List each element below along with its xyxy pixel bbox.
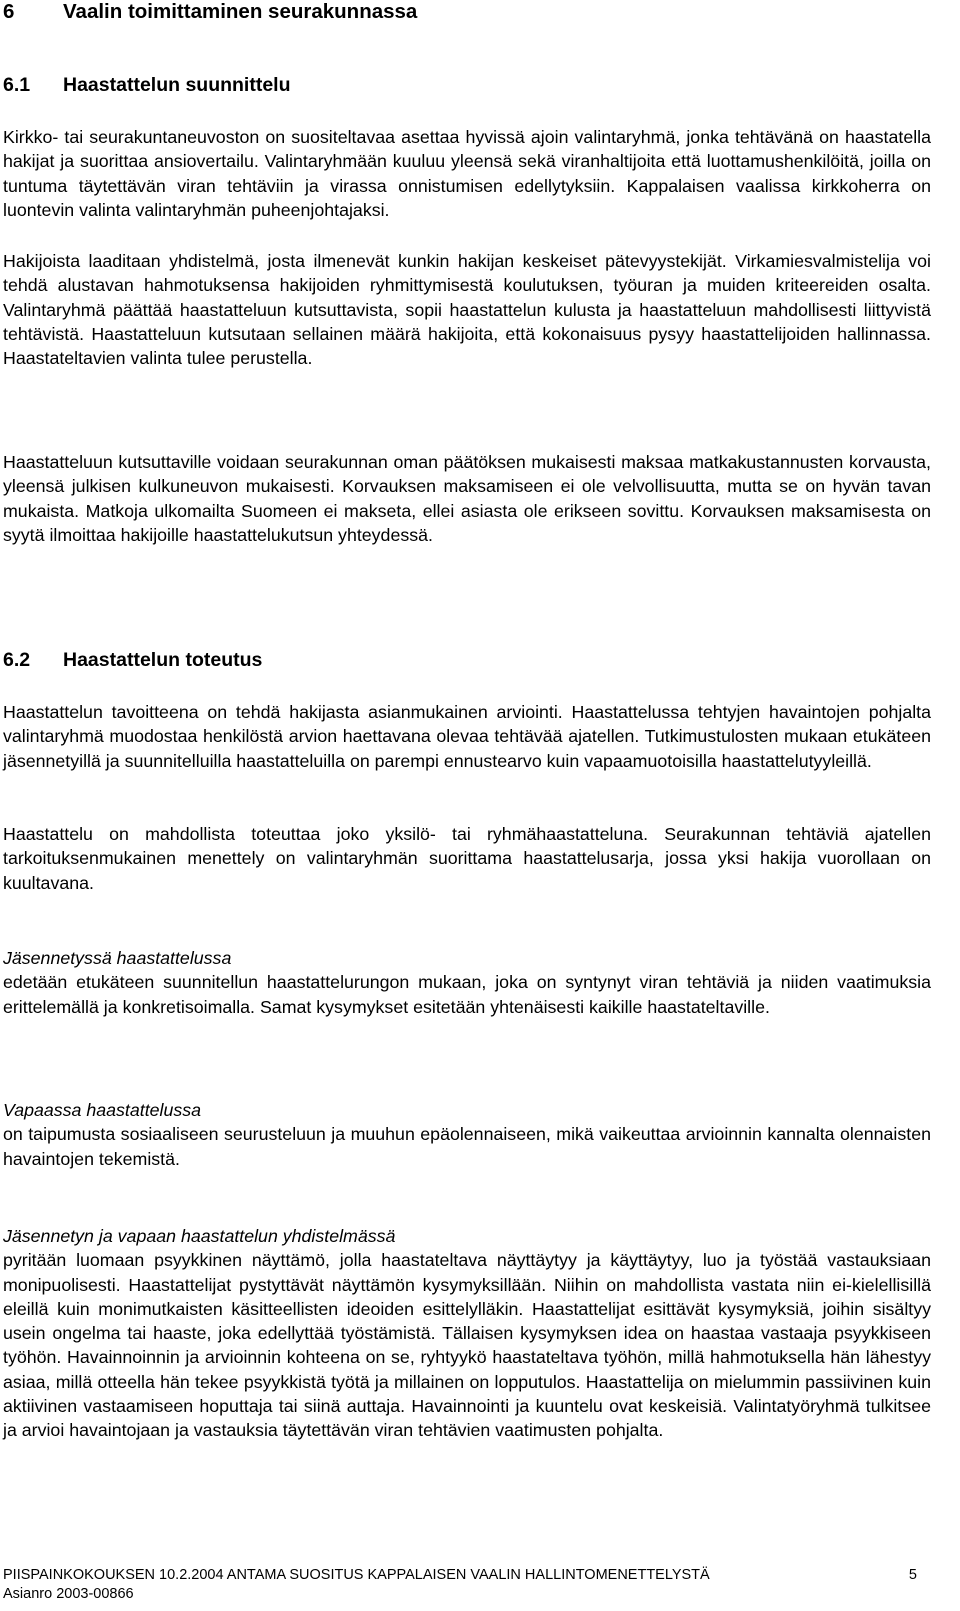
heading-number: 6.2 — [3, 649, 31, 671]
paragraph-interview-goal: Haastattelun tavoitteena on tehdä hakijasta asianmukainen arviointi. Haastattelussa tehtyjen havaintojen pohjalta valintaryhmä muodostaa henkilöstä arvion haettavana olevaa tehtävää ajatellen. Tutkimustulosten mukaan etukäteen jäsennetyillä ja suunnitelluilla haastatteluilla on parempi ennustearvo kuin vapaamuotoisilla haastattelutyyleillä. — [3, 702, 931, 771]
heading-chapter-6 — [3, 0, 417, 24]
free-interview-text: on taipumusta sosiaaliseen seurusteluun ja muuhun epäolennaiseen, mikä vaikeuttaa arvioinnin kannalta olennaisten havaintojen tekemistä. — [3, 1124, 931, 1169]
footer-title-line — [3, 1566, 931, 1584]
combined-interview-text: pyritään luomaan psyykkinen näyttämö, jolla haastateltava näyttäytyy ja käyttäytyy, luo ja työstää vastauksiaan monipuolisesti. Haastattelijat pystyttävät näyttämön kysymyksillään. Niihin on mahdollista vastata niin ei-kielellisillä eleillä kuin monimutkaisten käsitteellisten ideoiden esittelylläkin. Haastattelijat esittävät kysymyksiä, joihin sisältyy usein ongelma tai haaste, joka edellyttää työstämistä. Tällaisen kysymyksen idea on haastaa vastaaja psyykkiseen työhön. Havainnoinnin ja arvioinnin kohteena on se, ryhtyykö haastateltava työhön, millä hahmotuksella hän lähestyy asiaa, millä otteella hän tekee psyykkistä työtä ja millainen on lopputulos. Haastattelija on mielummin passiivinen kuin aktiivinen vastaamiseen hoputtaja tai siinä auttaja. Havainnointi ja kuuntelu ovat keskeisiä. Valintatyöryhmä tulkitsee ja arvioi havaintojaan ja vastauksia täytettävän viran tehtävien vaatimusten pohjalta. — [3, 1250, 931, 1441]
heading-number: 6.1 — [3, 74, 31, 96]
page-number: 5 — [908, 1567, 917, 1583]
footer-title: PIISPAINKOKOUKSEN 10.2.2004 ANTAMA SUOSITUS KAPPALAISEN VAALIN HALLINTOMENETTELYSTÄ — [3, 1567, 710, 1583]
subheading-combined-interview: Jäsennetyn ja vapaan haastattelun yhdistelmässä — [3, 1226, 396, 1246]
paragraph-applicant-summary: Hakijoista laaditaan yhdistelmä, josta ilmenevät kunkin hakijan keskeiset pätevyystekijät. Virkamiesvalmistelija voi tehdä alustavan hahmotuksensa hakijoiden ryhmittymisestä koulutuksen, työuran ja muiden kriteereiden osalta. Valintaryhmä päättää haastatteluun kutsuttavista, sopii haastattelun kulusta ja haastatteluun mahdollisesti liittyvistä tehtävistä. Haastatteluun kutsutaan sellainen määrä hakijoita, että kokonaisuus pysyy haastattelijoiden hallinnassa. Haastateltavien valinta tulee perustella. — [3, 251, 931, 369]
paragraph-interview-format: Haastattelu on mahdollista toteuttaa joko yksilö- tai ryhmähaastatteluna. Seurakunnan tehtäviä ajatellen tarkoituksenmukainen menettely on valintaryhmän suorittama haastattelusarja, jossa yksi hakija vuorollaan on kuultavana. — [3, 824, 931, 893]
heading-section-6-2 — [3, 648, 262, 672]
paragraph-selection-group: Kirkko- tai seurakuntaneuvoston on suositeltavaa asettaa hyvissä ajoin valintaryhmä, jonka tehtävänä on haastatella hakijat ja suorittaa ansiovertailu. Valintaryhmään kuuluu yleensä sekä viranhaltijoita että luottamushenkilöitä, joilla on tuntuma täytettävän viran tehtäviin ja virassa onnistumisen edellytyksiin. Kappalaisen vaalissa kirkkoherra on luontevin valinta valintaryhmän puheenjohtajaksi. — [3, 127, 931, 220]
heading-title: Vaalin toimittaminen seurakunnassa — [63, 0, 418, 23]
footer-record: Asianro 2003-00866 — [3, 1586, 134, 1602]
structured-interview-text: edetään etukäteen suunnitellun haastattelurungon mukaan, joka on syntynyt viran tehtäviä ja niiden vaatimuksia erittelemällä ja konkretisoimalla. Samat kysymykset esitetään yhtenäisesti kaikille haastateltaville. — [3, 972, 931, 1017]
subheading-free-interview: Vapaassa haastattelussa — [3, 1100, 202, 1120]
subheading-structured-interview: Jäsennetyssä haastattelussa — [3, 948, 232, 968]
heading-number: 6 — [3, 0, 15, 23]
heading-section-6-1 — [3, 73, 291, 97]
block-structured-interview — [3, 946, 931, 1019]
block-free-interview — [3, 1098, 931, 1171]
paragraph-travel-costs: Haastatteluun kutsuttaville voidaan seurakunnan oman päätöksen mukaisesti maksaa matkakustannusten korvausta, yleensä julkisen kulkuneuvon mukaisesti. Korvauksen maksamiseen ei ole velvollisuutta, mutta se on hyvän tavan mukaista. Matkoja ulkomailta Suomeen ei makseta, ellei asiasta ole erikseen sovittu. Korvauksen maksamisesta on syytä ilmoittaa hakijoille haastattelukutsun yhteydessä. — [3, 452, 931, 545]
heading-title: Haastattelun suunnittelu — [63, 74, 291, 96]
heading-title: Haastattelun toteutus — [63, 649, 263, 671]
block-combined-interview — [3, 1224, 931, 1443]
